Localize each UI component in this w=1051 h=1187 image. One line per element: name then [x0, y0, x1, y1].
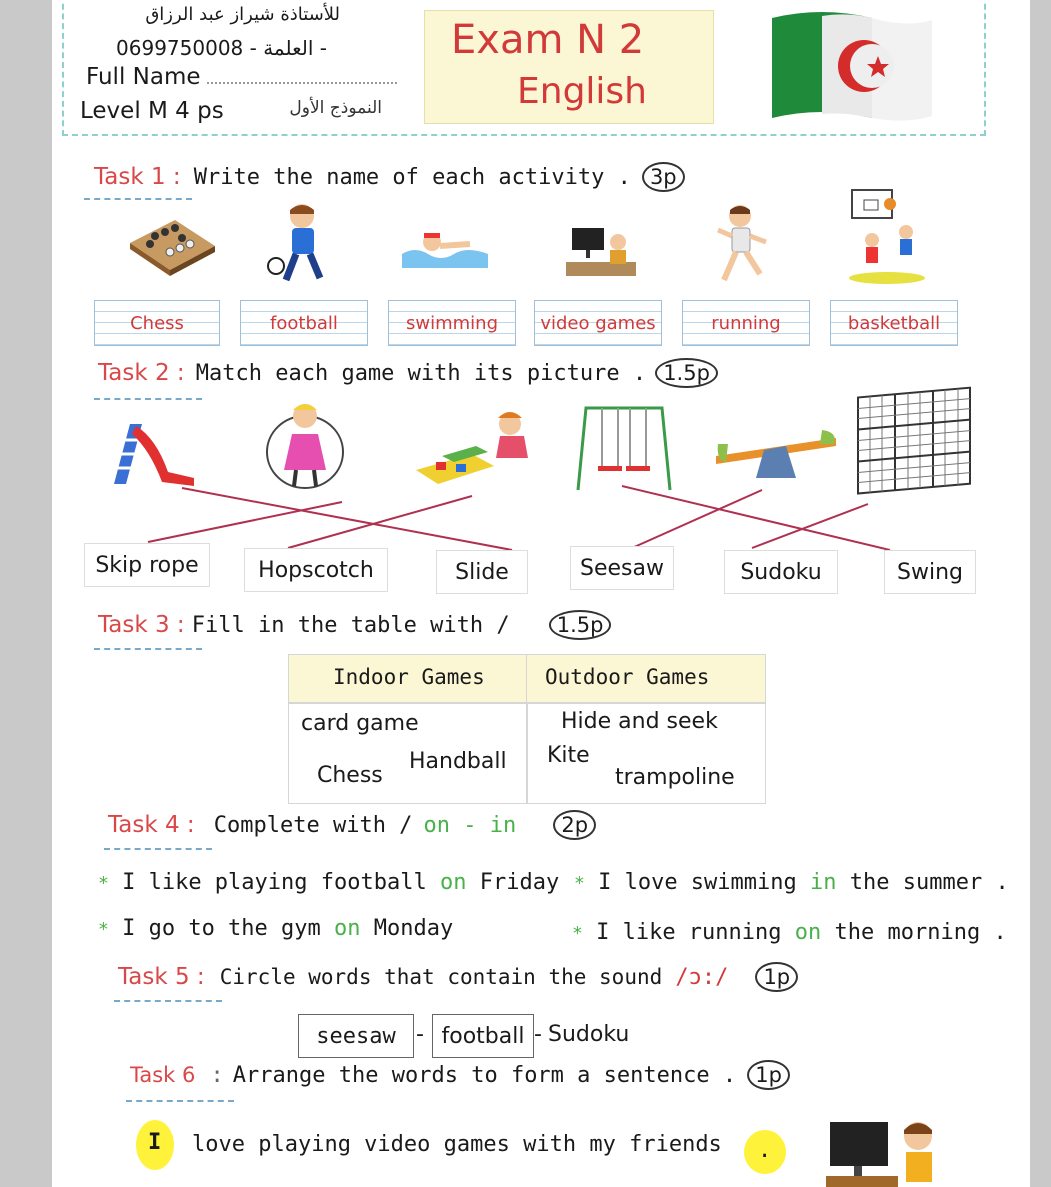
word-sudoku[interactable]: Sudoku — [548, 1022, 630, 1047]
game-slide[interactable]: Slide — [436, 550, 528, 594]
task5-sound: /ɔ:/ — [675, 965, 729, 990]
task3-header — [98, 610, 611, 640]
level-label: Level M 4 ps — [80, 98, 224, 124]
sentence-1-answer[interactable]: on — [439, 870, 467, 895]
phone-line: - العلمة - 0699750008 — [116, 36, 327, 60]
outdoor-item: Kite — [547, 743, 590, 768]
model-label: النموذج الأول — [289, 98, 382, 118]
sentence-4 — [572, 920, 1007, 945]
teacher-name: للأستاذة شيراز عبد الرزاق — [145, 4, 340, 25]
algerian-flag-icon — [762, 6, 942, 126]
outdoor-cell[interactable] — [526, 702, 766, 804]
outdoor-item: trampoline — [615, 765, 735, 790]
star-icon: * — [98, 873, 109, 894]
football-player-icon — [262, 200, 342, 290]
sentence-4-answer[interactable]: on — [794, 920, 822, 945]
task2-label: Task 2 : — [98, 360, 185, 386]
task3-instruction: Fill in the table with / — [191, 613, 510, 638]
task1-header — [94, 162, 685, 192]
sentence-4-text: I like running — [596, 920, 782, 945]
basketball-icon — [842, 186, 932, 286]
word-seesaw[interactable]: seesaw — [298, 1014, 414, 1058]
answer-box-swimming[interactable]: swimming — [388, 300, 516, 346]
task6-label: Task 6 — [130, 1063, 196, 1087]
full-name-label: Full Name — [86, 64, 201, 90]
task2-underline — [94, 398, 202, 400]
task5-header — [118, 962, 798, 992]
game-swing[interactable]: Swing — [884, 550, 976, 594]
task3-label: Task 3 : — [98, 612, 185, 638]
sentence-3-end: Monday — [373, 916, 454, 941]
sentence-2-text: I love swimming — [598, 870, 797, 895]
task1-instruction: Write the name of each activity . — [193, 165, 631, 190]
word-football[interactable]: football — [432, 1014, 534, 1058]
sentence-1-end: Friday — [479, 870, 560, 895]
task5-instruction: Circle words that contain the sound — [219, 965, 663, 989]
task6-instruction: Arrange the words to form a sentence . — [232, 1063, 737, 1088]
outdoor-header-label: Outdoor Games — [545, 665, 710, 689]
indoor-header-label: Indoor Games — [333, 665, 485, 689]
sentence-3-text: I go to the gym — [122, 916, 321, 941]
task6-underline — [126, 1100, 234, 1102]
task6-header — [130, 1060, 790, 1090]
task1-points: 3p — [642, 162, 685, 192]
exam-sheet — [52, 0, 1030, 1187]
task5-points: 1p — [755, 962, 798, 992]
task5-label: Task 5 : — [118, 964, 205, 990]
sentence-4-end: the morning . — [834, 920, 1007, 945]
star-icon: * — [574, 873, 585, 894]
gamer-kid-icon — [822, 1114, 942, 1187]
task3-points: 1.5p — [549, 610, 612, 640]
table-header-indoor — [288, 654, 528, 704]
indoor-cell[interactable] — [288, 702, 528, 804]
sentence-first-word: I — [148, 1130, 162, 1155]
video-games-icon — [562, 222, 652, 282]
full-name-row — [86, 64, 397, 90]
chess-board-icon — [120, 208, 220, 278]
name-field[interactable] — [207, 82, 397, 84]
table-header-outdoor — [526, 654, 766, 704]
running-icon — [712, 202, 782, 298]
game-hopscotch[interactable]: Hopscotch — [244, 548, 388, 592]
sentence-1-text: I like playing football — [122, 870, 427, 895]
sentence-1 — [98, 870, 559, 895]
answer-box-running[interactable]: running — [682, 300, 810, 346]
task2-points: 1.5p — [655, 358, 718, 388]
indoor-item: card game — [301, 711, 419, 736]
sentence-2-answer[interactable]: in — [810, 870, 837, 895]
task1-underline — [84, 198, 192, 200]
indoor-item: Handball — [409, 749, 507, 774]
task6-points: 1p — [747, 1060, 790, 1090]
word-separator: - — [416, 1022, 424, 1047]
task4-label: Task 4 : — [108, 812, 195, 838]
task5-underline — [114, 1000, 222, 1002]
sentence-2-end: the summer . — [849, 870, 1009, 895]
task4-instruction: Complete with / — [213, 813, 413, 838]
subject-title: English — [517, 71, 647, 112]
title-box — [424, 10, 714, 124]
star-icon: * — [572, 923, 583, 944]
arranged-sentence: love playing video games with my friends — [192, 1132, 722, 1157]
game-skip-rope[interactable]: Skip rope — [84, 543, 210, 587]
game-seesaw[interactable]: Seesaw — [570, 546, 674, 590]
answer-box-basketball[interactable]: basketball — [830, 300, 958, 346]
exam-title: Exam N 2 — [451, 17, 645, 63]
task6-colon: : — [210, 1063, 224, 1088]
task2-header — [98, 358, 718, 388]
sentence-3-answer[interactable]: on — [334, 916, 361, 941]
sentence-end-dot: . — [758, 1138, 772, 1163]
answer-box-video-games[interactable]: video games — [534, 300, 662, 346]
sentence-2 — [574, 870, 1009, 895]
task1-label: Task 1 : — [94, 164, 181, 190]
indoor-item: Chess — [317, 763, 383, 788]
task4-header — [108, 810, 596, 840]
task4-points: 2p — [553, 810, 596, 840]
swimmer-icon — [400, 222, 490, 272]
task2-instruction: Match each game with its picture . — [195, 361, 647, 386]
task4-underline — [104, 848, 212, 850]
task3-underline — [94, 648, 202, 650]
word-separator: - — [534, 1022, 542, 1047]
task4-options: on - in — [423, 813, 517, 838]
outdoor-item: Hide and seek — [561, 709, 718, 734]
sentence-3 — [98, 916, 453, 941]
answer-box-football[interactable]: football — [240, 300, 368, 346]
star-icon: * — [98, 919, 109, 940]
game-sudoku[interactable]: Sudoku — [724, 550, 838, 594]
answer-box-chess[interactable]: Chess — [94, 300, 220, 346]
